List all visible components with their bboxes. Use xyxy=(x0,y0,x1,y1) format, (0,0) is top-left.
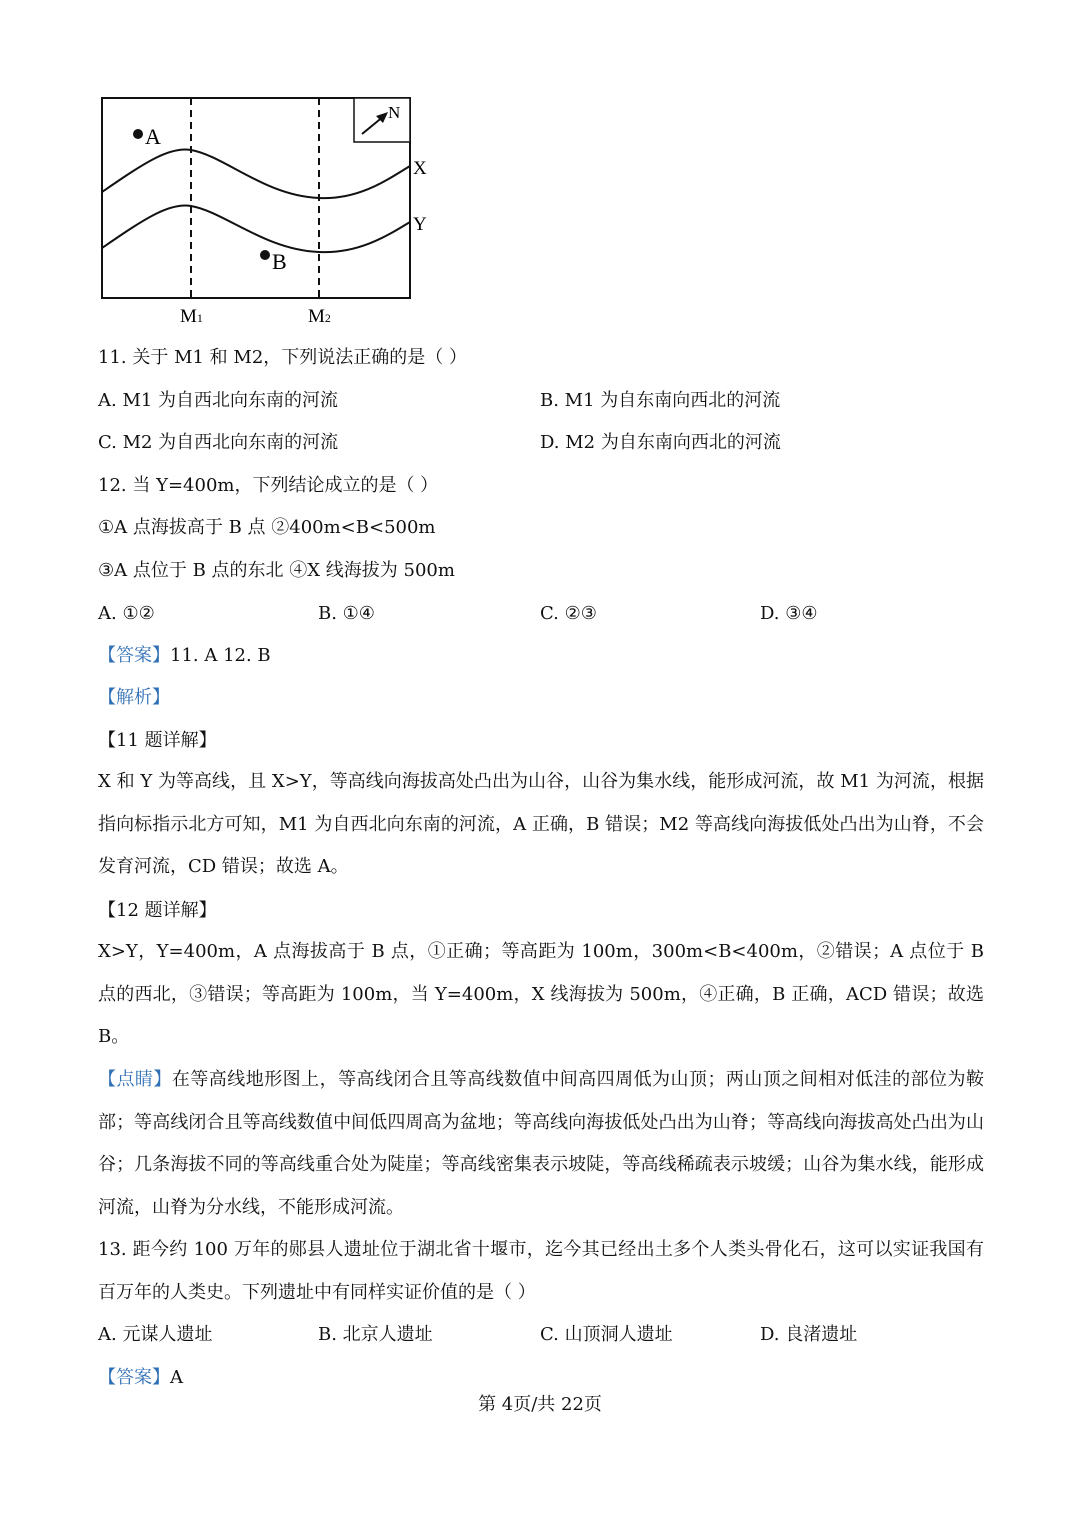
q11-option-d: D. M2 为自东南向西北的河流 xyxy=(540,432,781,453)
q13-option-b: B. 北京人遗址 xyxy=(318,1324,433,1345)
contour-map-figure xyxy=(90,88,450,338)
m2-label-sub: 2 xyxy=(324,311,331,325)
m2-label xyxy=(308,306,331,327)
point-b-label: B xyxy=(272,249,287,274)
detail-12-heading: 【12 题详解】 xyxy=(98,900,217,921)
detail-12-text: X>Y，Y=400m，A 点海拔高于 B 点，①正确；等高距为 100m，300m<B<400m，②错误；A 点位于 B 点的西北，③错误；等高距为 100m，当 Y=400m，X 线海拔为 500m，④正确，B 正确，ACD 错误；故选 B。 xyxy=(98,941,984,1047)
q12-option-d: D. ③④ xyxy=(760,603,818,624)
contour-x-label: X xyxy=(413,158,427,179)
point-a-label: A xyxy=(145,124,161,149)
analysis-tag: 【解析】 xyxy=(98,687,170,708)
detail-11-text: X 和 Y 为等高线，且 X>Y，等高线向海拔高处凸出为山谷，山谷为集水线，能形成河流，故 M1 为河流，根据指向标指示北方可知，M1 为自西北向东南的河流，A 正确，B 错误；M2 等高线向海拔低处凸出为山脊，不会发育河流，CD 错误；故选 A。 xyxy=(98,771,984,877)
detail-11-heading: 【11 题详解】 xyxy=(98,730,217,751)
q13-option-c: C. 山顶洞人遗址 xyxy=(540,1324,673,1345)
q12-option-a: A. ①② xyxy=(98,603,155,624)
q11-option-a: A. M1 为自西北向东南的河流 xyxy=(98,390,339,411)
q12-option-c: C. ②③ xyxy=(540,603,597,624)
tip-text: 在等高线地形图上，等高线闭合且等高线数值中间高四周低为山顶；两山顶之间相对低洼的部位为鞍部；等高线闭合且等高线数值中间低四周高为盆地；等高线向海拔低处凸出为山脊；等高线向海拔高处凸出为山谷；几条海拔不同的等高线重合处为陡崖；等高线密集表示坡陡，等高线稀疏表示坡缓；山谷为集水线，能形成河流，山脊为分水线，不能形成河流。 xyxy=(98,1069,984,1218)
answer-13 xyxy=(98,1365,183,1391)
q11-option-b: B. M1 为自东南向西北的河流 xyxy=(540,390,781,411)
q13-option-a: A. 元谋人遗址 xyxy=(98,1324,213,1345)
answer-11-12 xyxy=(98,643,271,669)
m1-label-main: M xyxy=(180,306,197,327)
m1-label xyxy=(180,306,203,327)
point-b xyxy=(260,250,270,260)
north-label: N xyxy=(388,103,401,122)
tip-paragraph xyxy=(98,1059,984,1229)
answer-13-tag: 【答案】 xyxy=(98,1367,170,1388)
point-a xyxy=(133,129,143,139)
q13-stem: 13. 距今约 100 万年的郧县人遗址位于湖北省十堰市，迄今其已经出土多个人类头骨化石，这可以实证我国有百万年的人类史。下列遗址中有同样实证价值的是（ ） xyxy=(98,1239,984,1303)
q12-option-b: B. ①④ xyxy=(318,603,375,624)
q12-statements-2: ③A 点位于 B 点的东北 ④X 线海拔为 500m xyxy=(98,560,455,581)
answer-tag: 【答案】 xyxy=(98,645,170,666)
contour-y xyxy=(102,205,410,252)
q11-option-c: C. M2 为自西北向东南的河流 xyxy=(98,432,339,453)
q12-stem: 12. 当 Y=400m，下列结论成立的是（ ） xyxy=(98,475,439,496)
tip-tag: 【点睛】 xyxy=(98,1069,172,1090)
answer-13-text: A xyxy=(170,1367,183,1388)
q11-stem: 11. 关于 M1 和 M2，下列说法正确的是（ ） xyxy=(98,347,467,368)
q12-statements-1: ①A 点海拔高于 B 点 ②400m<B<500m xyxy=(98,517,436,538)
m2-label-main: M xyxy=(308,306,325,327)
contour-y-label: Y xyxy=(413,214,427,235)
page-footer: 第 4页/共 22页 xyxy=(478,1394,602,1415)
m1-label-sub: 1 xyxy=(196,311,203,325)
contour-x xyxy=(102,149,410,198)
q13-option-d: D. 良渚遗址 xyxy=(760,1324,858,1345)
answer-text: 11. A 12. B xyxy=(170,645,271,666)
